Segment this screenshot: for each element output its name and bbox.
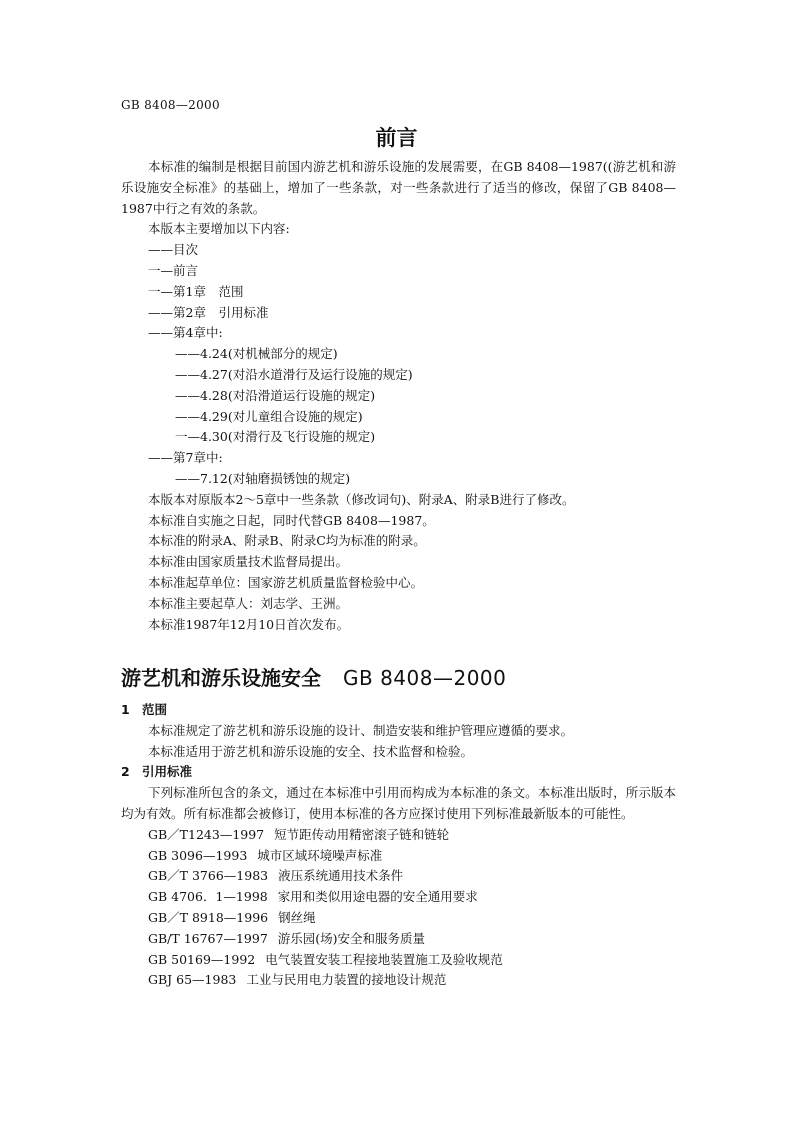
- reference-title: 液压系统通用技术条件: [278, 868, 404, 884]
- section-number: 1: [121, 702, 130, 717]
- reference-code: GB 4706．1—1998: [148, 889, 268, 905]
- standard-title-text: 游艺机和游乐设施安全: [121, 666, 321, 690]
- additions-list: [121, 240, 676, 490]
- additions-item: 一—第1章 范围: [148, 283, 244, 299]
- section-paragraph: 本标准规定了游艺机和游乐设施的设计、制造安装和维护管理应遵循的要求。: [148, 722, 574, 738]
- reference-code: GB／T 8918—1996: [148, 909, 269, 925]
- additions-subitem: ——4.24(对机械部分的规定): [175, 346, 338, 362]
- closing-line: 本标准自实施之日起，同时代替GB 8408—1987。: [148, 512, 435, 528]
- additions-item: 一—前言: [148, 262, 199, 278]
- closing-line: 本标准主要起草人：刘志学、王洲。: [148, 595, 349, 611]
- additions-item: ——第4章中:: [148, 325, 223, 341]
- reference-item: [121, 887, 676, 908]
- section-heading-text: 引用标准: [142, 764, 193, 780]
- reference-item: [121, 825, 676, 846]
- additions-item: ——目次: [148, 242, 199, 258]
- reference-code: GB 3096—1993: [148, 847, 248, 863]
- reference-title: 游乐园(场)安全和服务质量: [277, 930, 426, 946]
- reference-title: 短节距传动用精密滚子链和链轮: [274, 826, 450, 842]
- closing-line: 本版本对原版本2～5章中一些条款（修改词句)、附录A、附录B进行了修改。: [148, 491, 575, 507]
- foreword-body: [121, 157, 676, 635]
- additions-lead: 本版本主要增加以下内容:: [148, 221, 290, 237]
- standard-body: [121, 700, 676, 991]
- additions-item: ——第2章 引用标准: [148, 304, 269, 320]
- section-heading-scope: [121, 700, 676, 721]
- reference-code: GB 50169—1992: [148, 951, 256, 967]
- section-heading-text: 范围: [142, 702, 168, 717]
- section-paragraph: 下列标准所包含的条文，通过在本标准中引用而构成为本标准的条文。本标准出版时，所示版本均为有效。所有标准都会被修订，使用本标准的各方应探讨使用下列标准最新版本的可能性。: [121, 785, 676, 821]
- reference-code: GB／T 3766—1983: [148, 868, 269, 884]
- foreword-title: 前言: [375, 126, 418, 150]
- reference-title: 钢丝绳: [278, 909, 316, 925]
- foreword-closing: [121, 490, 676, 636]
- foreword-intro-paragraph: 本标准的编制是根据目前国内游艺机和游乐设施的发展需要，在GB 8408—1987((游艺机和游乐设施安全标准》的基础上，增加了一些条款，对一些条款进行了适当的修改，保留了GB 8408—1987中行之有效的条款。: [121, 159, 676, 216]
- additions-subitem: 一—4.30(对滑行及飞行设施的规定): [175, 429, 376, 445]
- standard-title-code: GB 8408—2000: [343, 666, 507, 690]
- additions-subitem: ——4.29(对儿童组合设施的规定): [175, 408, 363, 424]
- closing-line: 本标准由国家质量技术监督局提出。: [148, 554, 349, 570]
- reference-title: 家用和类似用途电器的安全通用要求: [277, 889, 478, 905]
- reference-title: 城市区域环境噪声标准: [257, 847, 383, 863]
- additions-subitem: ——4.27(对沿水道滑行及运行设施的规定): [175, 366, 413, 382]
- closing-line: 本标准的附录A、附录B、附录C均为标准的附录。: [148, 533, 426, 549]
- additions-item: ——第7章中:: [148, 450, 223, 466]
- standard-title: [121, 664, 506, 692]
- reference-list: [121, 825, 676, 991]
- reference-title: 电气装置安装工程接地装置施工及验收规范: [265, 951, 503, 967]
- reference-code: GB/T 16767—1997: [148, 930, 268, 946]
- reference-item: [121, 970, 676, 991]
- additions-subitem: ——4.28(对沿滑道运行设施的规定): [175, 387, 376, 403]
- section-number: 2: [121, 764, 130, 780]
- reference-item: [121, 950, 676, 971]
- reference-item: [121, 846, 676, 867]
- reference-code: GB／T1243—1997: [148, 826, 265, 842]
- reference-title: 工业与民用电力装置的接地设计规范: [246, 972, 447, 988]
- section-paragraph: 本标准适用于游艺机和游乐设施的安全、技术监督和检验。: [148, 743, 474, 759]
- closing-line: 本标准1987年12月10日首次发布。: [148, 616, 350, 632]
- closing-line: 本标准起草单位：国家游艺机质量监督检验中心。: [148, 574, 424, 590]
- header-standard-code: GB 8408—2000: [121, 98, 220, 112]
- reference-item: [121, 929, 676, 950]
- reference-item: [121, 866, 676, 887]
- reference-item: [121, 908, 676, 929]
- section-heading-references: [121, 762, 676, 783]
- additions-subitem: ——7.12(对轴磨损锈蚀的规定): [175, 470, 351, 486]
- reference-code: GBJ 65—1983: [148, 972, 237, 988]
